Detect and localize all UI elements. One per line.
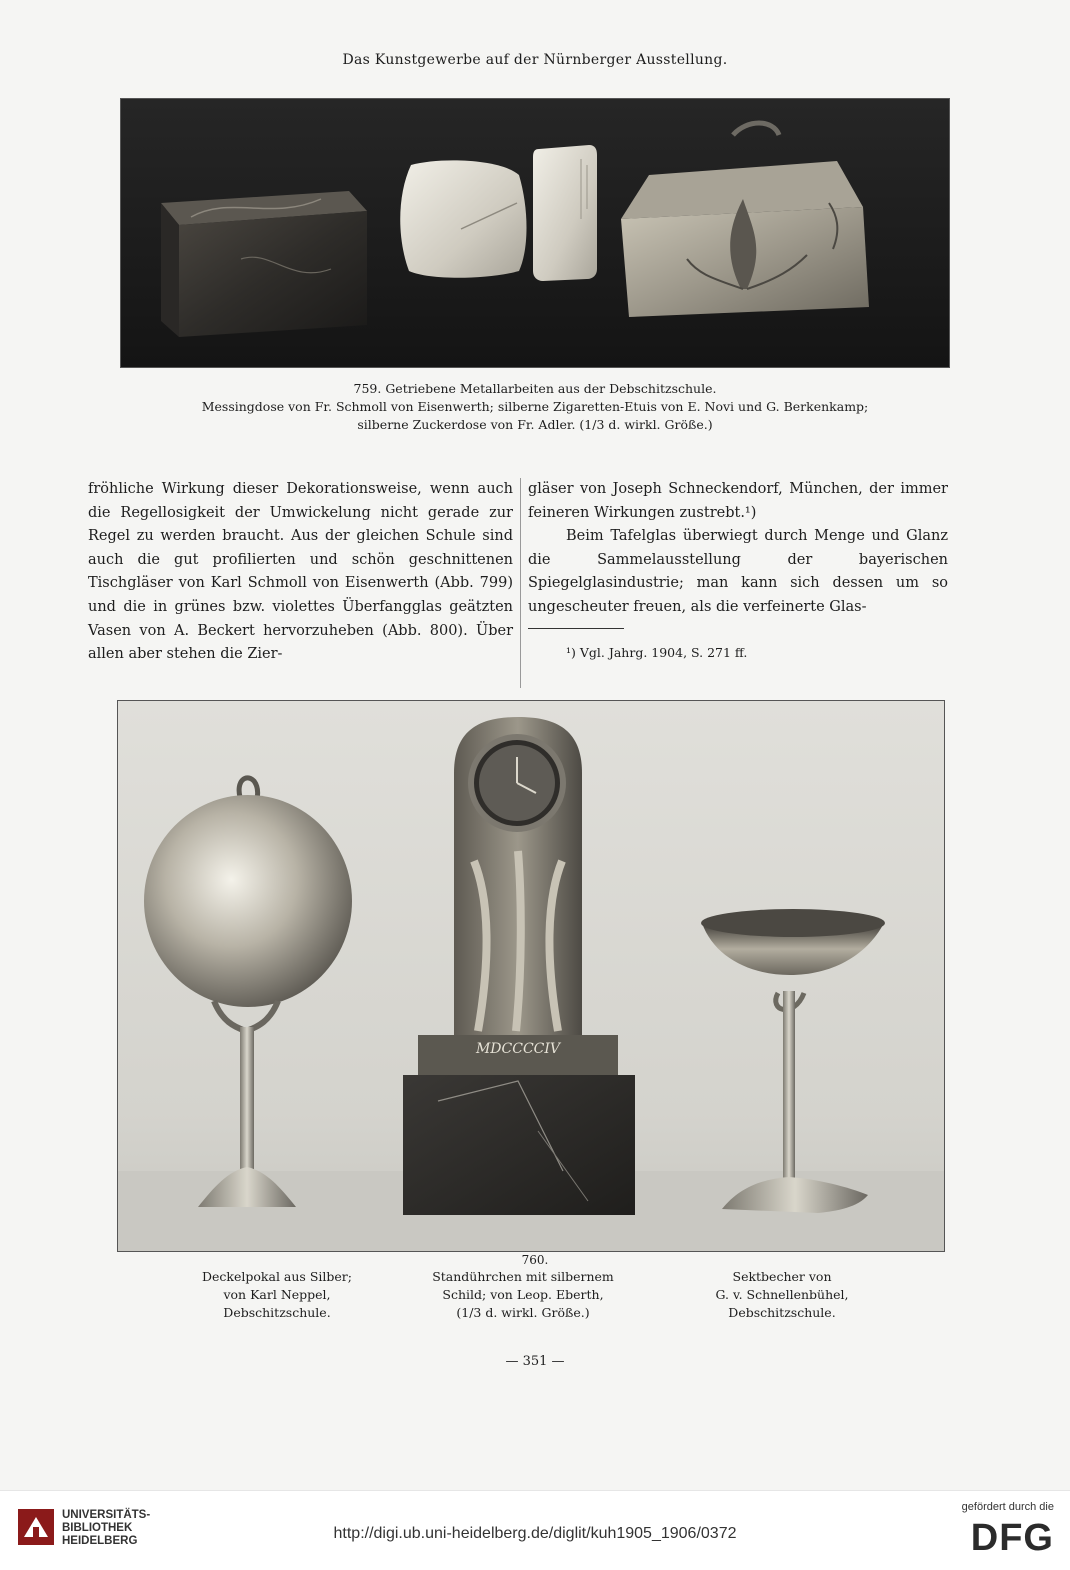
caption-line: Deckelpokal aus Silber; bbox=[202, 1269, 352, 1284]
caption-line: G. v. Schnellenbühel, bbox=[715, 1287, 849, 1302]
caption-line: Messingdose von Fr. Schmoll von Eisenwerth; silberne Zigaretten-Etuis von E. Novi und G. Berkenkamp; bbox=[201, 399, 869, 414]
photo-cups-and-clock bbox=[117, 700, 945, 1252]
caption-goblet bbox=[147, 1268, 407, 1322]
caption-line: (1/3 d. wirkl. Größe.) bbox=[456, 1305, 590, 1320]
paragraph: gläser von Joseph Schneckendorf, München, der immer feineren Wirkungen zustrebt.¹) bbox=[528, 481, 948, 521]
footnote-rule bbox=[528, 628, 624, 629]
library-name-line: UNIVERSITÄTS- bbox=[62, 1509, 151, 1521]
page-number: — 351 — bbox=[505, 1354, 565, 1369]
text-column-left bbox=[88, 478, 513, 667]
permalink-url[interactable]: http://digi.ub.uni-heidelberg.de/diglit/kuh1905_1906/0372 bbox=[333, 1525, 737, 1542]
caption-line: Debschitzschule. bbox=[223, 1305, 331, 1320]
brass-box bbox=[161, 191, 367, 337]
caption-line: Schild; von Leop. Eberth, bbox=[442, 1287, 604, 1302]
caption-line: silberne Zuckerdose von Fr. Adler. (1/3 d. wirkl. Größe.) bbox=[357, 417, 713, 432]
footnote: ¹) Vgl. Jahrg. 1904, S. 271 ff. bbox=[566, 645, 748, 660]
caption-clock bbox=[393, 1268, 653, 1322]
paragraph: Beim Tafelglas überwiegt durch Menge und Glanz die Sammelausstellung der bayerischen Spiegelglasindustrie; man kann sich dessen um so ungescheuter freuen, als die verfeinerte Glas- bbox=[528, 528, 948, 615]
clock-inscription: MDCCCCIV bbox=[475, 1041, 561, 1057]
caption-champagne-cup bbox=[652, 1268, 912, 1322]
digital-library-footer bbox=[0, 1490, 1070, 1570]
funded-by-label: gefördert durch die bbox=[961, 1501, 1054, 1513]
figure-759-caption bbox=[80, 380, 990, 434]
caption-line: Debschitzschule. bbox=[728, 1305, 836, 1320]
caption-line: Sektbecher von bbox=[732, 1269, 832, 1284]
photo-metal-boxes bbox=[120, 98, 950, 368]
dfg-logo: DFG bbox=[970, 1517, 1054, 1559]
running-head: Das Kunstgewerbe auf der Nürnberger Ausstellung. bbox=[342, 52, 728, 68]
caption-line: von Karl Neppel, bbox=[223, 1287, 331, 1302]
paragraph: fröhliche Wirkung dieser Dekorationsweise, wenn auch die Regellosigkeit der Umwickelung nicht gerade zur Regel zu werden braucht. Aus der gleichen Schule sind auch die gut profilierten und schön geschnittenen Tischgläser von Karl Schmoll von Eisenwerth (Abb. 799) und die in grünes bzw. violettes Überfangglas geätzten Vasen von A. Beckert hervorzuheben (Abb. 800). Über allen aber stehen die Zier- bbox=[88, 481, 513, 663]
text-column-right bbox=[528, 478, 948, 620]
cups-and-clock-illustration bbox=[118, 701, 944, 1251]
cigarette-etui-novi bbox=[400, 160, 526, 277]
caption-line: 759. Getriebene Metallarbeiten aus der Debschitzschule. bbox=[353, 381, 717, 396]
figure-760-number: 760. bbox=[521, 1253, 549, 1267]
metal-boxes-illustration bbox=[121, 99, 949, 367]
caption-line: Standührchen mit silbernem bbox=[432, 1269, 614, 1284]
column-divider bbox=[520, 478, 521, 688]
library-name-line: BIBLIOTHEK bbox=[62, 1522, 133, 1534]
cigarette-etui-berkenkamp bbox=[533, 145, 597, 281]
library-name-line: HEIDELBERG bbox=[62, 1535, 138, 1547]
